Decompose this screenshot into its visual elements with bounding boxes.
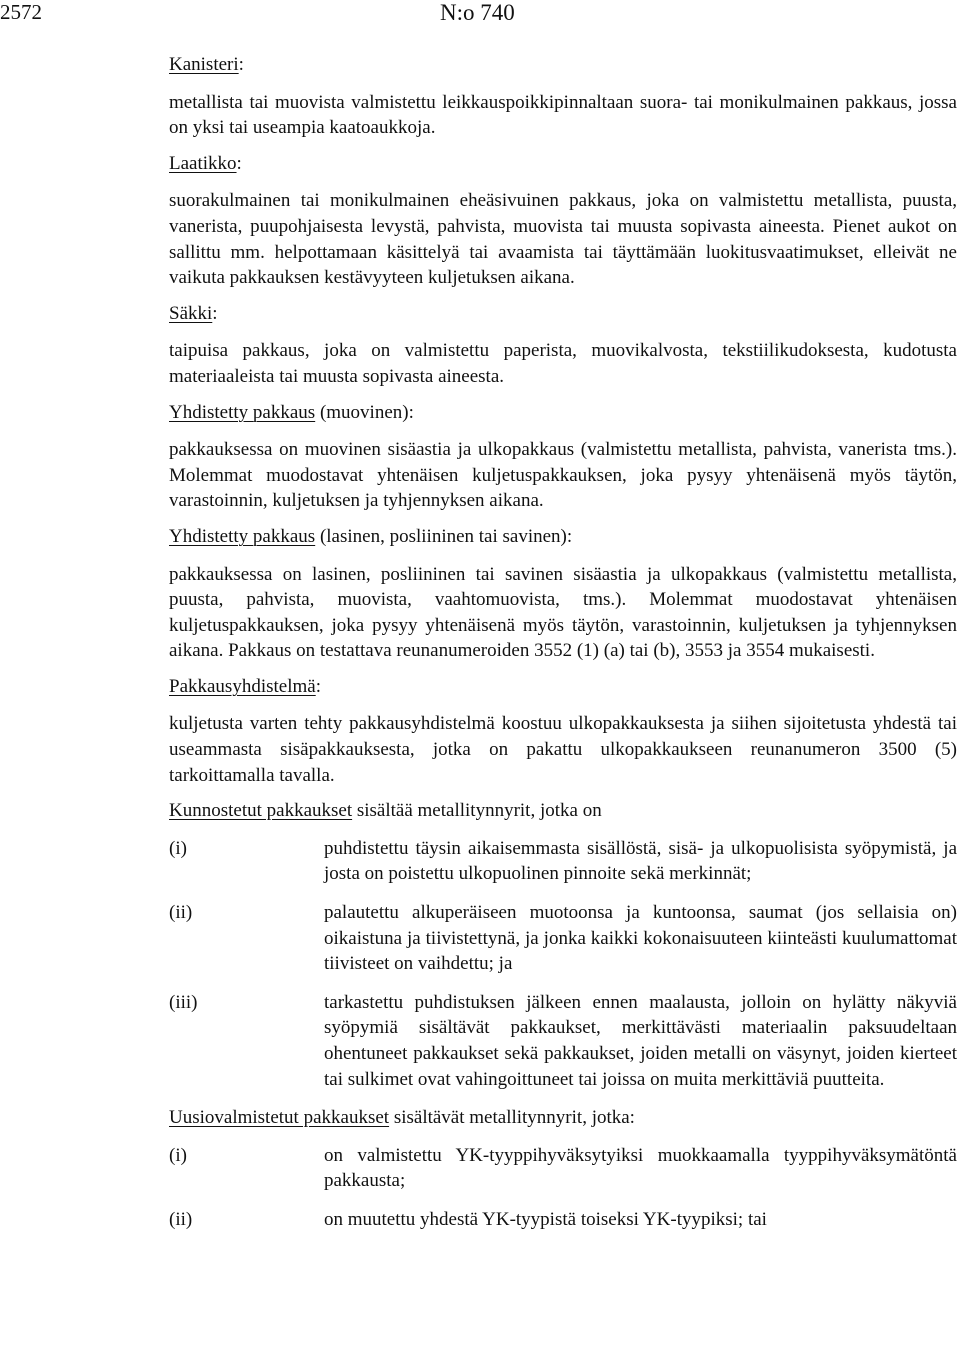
list-item xyxy=(169,900,957,977)
term-kunnostetut-pakkaukset: Kunnostetut pakkaukset sisältää metallitynnyrit, jotka on xyxy=(169,800,602,822)
term-uusiovalmistetut-pakkaukset: Uusiovalmistetut pakkaukset sisältävät metallitynnyrit, jotka: xyxy=(169,1107,635,1129)
list-kunnostetut xyxy=(169,836,957,1092)
definition-yhdistetty-muovinen: pakkauksessa on muovinen sisäastia ja ulkopakkaus (valmistettu metallista, pahvista, vanerista tms.). Molemmat muodostavat yhtenäisen kuljetuspakkauksen, joka pysyy yhtenäisenä myös täytön, varastoinnin, kuljetuksen ja tyhjennyksen aikana. xyxy=(169,439,957,512)
list-item-number: (iii) xyxy=(169,991,198,1013)
term-yhdistetty-muovinen: Yhdistetty pakkaus (muovinen): xyxy=(169,401,414,423)
definition-yhdistetty-lasinen: pakkauksessa on lasinen, posliininen tai savinen sisäastia ja ulkopakkaus (valmistettu metallista, puusta, pahvista, muovista, vaahtomuovista, tms.). Molemmat muodostavat yhtenäisen kuljetuspakkauksen, joka pysyy yhtenäisenä myös täytön, varastoinnin, kuljetuksen ja tyhjennyksen aikana. Pakkaus on testattava reunanumeroiden 3552 (1) (a) tai (b), 3553 ja 3554 mukaisesti. xyxy=(169,563,957,662)
definition-kanisteri: metallista tai muovista valmistettu leikkauspoikkipinnaltaan suora- tai monikulmainen pakkaus, jossa on yksi tai useampia kaatoaukkoja. xyxy=(169,91,957,139)
document-body xyxy=(169,52,957,1246)
list-item-number: (ii) xyxy=(169,1208,193,1230)
definition-laatikko: suorakulmainen tai monikulmainen eheäsivuinen pakkaus, joka on valmistettu metallista, puusta, vanerista, puupohjaisesta levystä, pahvista, muovista tai muusta sopivasta aineesta. Pienet aukot on sallittu mm. helpottamaan käsittelyä tai avaamista tai täyttämään luokitusvaatimukset, elleivät ne vaikuta pakkauksen kestävyyteen kuljetuksen aikana. xyxy=(169,190,957,289)
term-laatikko: Laatikko: xyxy=(169,152,242,174)
list-item xyxy=(169,990,957,1092)
definition-sakki: taipuisa pakkaus, joka on valmistettu paperista, muovikalvosta, tekstiilikudoksesta, kudotusta materiaaleista tai muusta sopivasta aineesta. xyxy=(169,340,957,387)
list-item-number: (i) xyxy=(169,1144,187,1166)
term-sakki: Säkki: xyxy=(169,302,218,324)
list-item-text: palautettu alkuperäiseen muotoonsa ja kuntoonsa, saumat (jos sellaisia on) oikaistuna ja tiivistettynä, ja jonka kaikki kokonaisuuteen kiinteästi kuulumattomat tiivisteet on vaihdettu; ja xyxy=(324,902,957,975)
term-yhdistetty-lasinen: Yhdistetty pakkaus (lasinen, posliininen tai savinen): xyxy=(169,525,573,547)
list-item-text: on valmistettu YK-tyyppihyväksytyiksi muokkaamalla tyyppihyväksymätöntä pakkausta; xyxy=(324,1144,957,1192)
list-item-text: on muutettu yhdestä YK-tyypistä toiseksi YK-tyypiksi; tai xyxy=(324,1208,767,1230)
list-uusiovalmistetut xyxy=(169,1143,957,1233)
list-item-number: (ii) xyxy=(169,902,193,924)
list-item xyxy=(169,1207,957,1233)
list-item xyxy=(169,1143,957,1194)
list-item-number: (i) xyxy=(169,837,187,859)
term-pakkausyhdistelma: Pakkausyhdistelmä: xyxy=(169,675,321,697)
page-number: 2572 xyxy=(0,0,42,24)
term-kanisteri: Kanisteri: xyxy=(169,54,244,75)
list-item-text: puhdistettu täysin aikaisemmasta sisällöstä, sisä- ja ulkopuolisista syöpymistä, ja josta on poistettu ulkopuolinen pinnoite sekä merkinnät; xyxy=(324,837,957,885)
definition-pakkausyhdistelma: kuljetusta varten tehty pakkausyhdistelmä koostuu ulkopakkauksesta ja siihen sijoitetusta yhdestä tai useammasta sisäpakkauksesta, jotka on pakattu ulkopakkaukseen reunanumeron 3500 (5) tarkoittamalla tavalla. xyxy=(169,713,957,786)
issue-number: N:o 740 xyxy=(440,0,515,25)
list-item-text: tarkastettu puhdistuksen jälkeen ennen maalausta, jolloin on hylätty näkyviä syöpymiä sisältävät pakkaukset, merkittävästi materiaalin paksuudeltaan ohentuneet pakkaukset sekä pakkaukset, joiden metalli on väsynyt, joiden kierteet tai sulkimet ovat vahingoittuneet tai joissa on muita merkittäviä puutteita. xyxy=(324,991,957,1090)
list-item xyxy=(169,836,957,887)
